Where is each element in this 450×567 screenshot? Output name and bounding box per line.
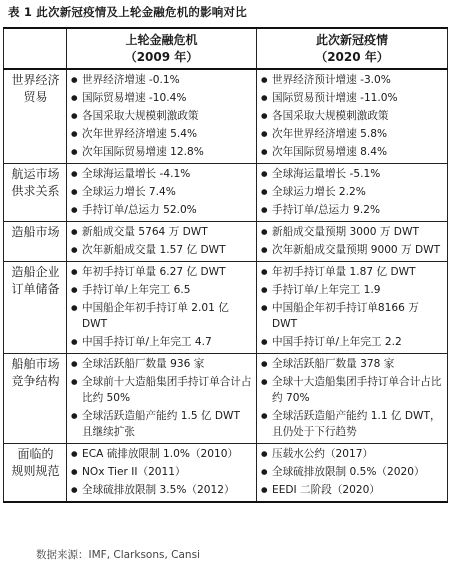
- list-item: ● 各国采取大规模刺激政策: [261, 108, 444, 124]
- list-item: ● 次年世界经济增速 5.4%: [71, 126, 253, 142]
- row-category: [4, 222, 67, 262]
- row-category: [4, 69, 67, 164]
- category-line: 船舶市场: [11, 357, 60, 371]
- list-item: ● 中国船企年初手持订单 2.01 亿 DWT: [71, 300, 253, 332]
- bullet-list: [261, 446, 444, 498]
- row-category: [4, 444, 67, 503]
- header-covid-year: （2020 年）: [315, 50, 389, 64]
- list-item: ● 手持订单/总运力 52.0%: [71, 202, 253, 218]
- category-line: 竞争结构: [11, 374, 60, 388]
- financial-crisis-cell: [67, 444, 257, 503]
- table-title: 表 1 此次新冠疫情及上轮金融危机的影响对比: [8, 5, 247, 19]
- covid-cell: [257, 262, 448, 354]
- list-item: ● 新船成交量 5764 万 DWT: [71, 224, 253, 240]
- list-item: ● 中国手持订单/上年完工 2.2: [261, 334, 444, 350]
- header-financial-crisis: [67, 28, 257, 69]
- table-row: [4, 444, 448, 503]
- list-item: ● EEDI 二阶段（2020）: [261, 482, 444, 498]
- list-item: ● 国际贸易增速 -10.4%: [71, 90, 253, 106]
- data-source: 数据来源：IMF, Clarksons, Cansi: [36, 549, 200, 561]
- list-item: ● 次年国际贸易增速 12.8%: [71, 144, 253, 160]
- list-item: ● 新船成交量预期 3000 万 DWT: [261, 224, 444, 240]
- category-line: 世界经济: [11, 73, 60, 87]
- list-item: ● 年初手持订单量 6.27 亿 DWT: [71, 264, 253, 280]
- header-financial-crisis-year: （2009 年）: [124, 50, 199, 64]
- table-row: [4, 262, 448, 354]
- list-item: ● 中国手持订单/上年完工 4.7: [71, 334, 253, 350]
- list-item: ● 手持订单/上年完工 6.5: [71, 282, 253, 298]
- list-item: ● 全球硫排放限制 0.5%（2020）: [261, 464, 444, 480]
- list-item: ● 手持订单/总运力 9.2%: [261, 202, 444, 218]
- bullet-list: [71, 166, 253, 218]
- covid-cell: [257, 354, 448, 444]
- table-row: [4, 164, 448, 222]
- list-item: ● 全球前十大造船集团手持订单合计占比约 50%: [71, 374, 253, 406]
- list-item: ● 年初手持订单量 1.87 亿 DWT: [261, 264, 444, 280]
- list-item: ● 全球活跃船厂数量 936 家: [71, 356, 253, 372]
- list-item: ● 手持订单/上年完工 1.9: [261, 282, 444, 298]
- row-category: [4, 262, 67, 354]
- list-item: ● 国际贸易预计增速 -11.0%: [261, 90, 444, 106]
- list-item: ● 次年国际贸易增速 8.4%: [261, 144, 444, 160]
- table-row: [4, 69, 448, 164]
- financial-crisis-cell: [67, 164, 257, 222]
- list-item: ● ECA 硫排放限制 1.0%（2010）: [71, 446, 253, 462]
- category-line: 面临的: [17, 447, 54, 461]
- financial-crisis-cell: [67, 222, 257, 262]
- bullet-list: [261, 72, 444, 160]
- financial-crisis-cell: [67, 354, 257, 444]
- category-line: 订单储备: [11, 282, 60, 296]
- list-item: ● NOx Tier II（2011）: [71, 464, 253, 480]
- header-covid: [257, 28, 448, 69]
- list-item: ● 全球海运量增长 -5.1%: [261, 166, 444, 182]
- bullet-list: [71, 264, 253, 350]
- bullet-list: [261, 166, 444, 218]
- header-financial-crisis-name: 上轮金融危机: [125, 33, 198, 47]
- category-line: 造船企业: [11, 265, 60, 279]
- bullet-list: [261, 224, 444, 258]
- header-covid-name: 此次新冠疫情: [315, 33, 388, 47]
- category-line: 规则规范: [11, 464, 60, 478]
- list-item: ● 世界经济增速 -0.1%: [71, 72, 253, 88]
- list-item: ● 全球活跃造船产能约 1.5 亿 DWT 且继续扩张: [71, 408, 253, 440]
- covid-cell: [257, 444, 448, 503]
- bullet-list: [71, 356, 253, 440]
- table-row: [4, 354, 448, 444]
- header-row: [4, 28, 448, 69]
- list-item: ● 全球活跃造船产能约 1.1 亿 DWT，且仍处于下行趋势: [261, 408, 444, 440]
- list-item: ● 全球运力增长 7.4%: [71, 184, 253, 200]
- list-item: ● 次年世界经济增速 5.8%: [261, 126, 444, 142]
- financial-crisis-cell: [67, 262, 257, 354]
- category-line: 航运市场: [11, 167, 60, 181]
- bullet-list: [261, 356, 444, 440]
- category-line: 贸易: [23, 90, 48, 104]
- list-item: ● 全球十大造船集团手持订单合计占比约 70%: [261, 374, 444, 406]
- bullet-list: [261, 264, 444, 350]
- bullet-list: [71, 446, 253, 498]
- header-corner: [4, 28, 67, 69]
- list-item: ● 压载水公约（2017）: [261, 446, 444, 462]
- bullet-list: [71, 72, 253, 160]
- table-row: [4, 222, 448, 262]
- list-item: ● 次年新船成交量 1.57 亿 DWT: [71, 242, 253, 258]
- financial-crisis-cell: [67, 69, 257, 164]
- covid-cell: [257, 164, 448, 222]
- covid-cell: [257, 69, 448, 164]
- list-item: ● 全球运力增长 2.2%: [261, 184, 444, 200]
- list-item: ● 次年新船成交量预期 9000 万 DWT: [261, 242, 444, 258]
- list-item: ● 全球硫排放限制 3.5%（2012）: [71, 482, 253, 498]
- category-line: 造船市场: [11, 225, 60, 239]
- comparison-table: [3, 27, 448, 503]
- row-category: [4, 354, 67, 444]
- list-item: ● 全球海运量增长 -4.1%: [71, 166, 253, 182]
- category-line: 供求关系: [11, 184, 60, 198]
- bullet-list: [71, 224, 253, 258]
- list-item: ● 全球活跃船厂数量 378 家: [261, 356, 444, 372]
- list-item: ● 世界经济预计增速 -3.0%: [261, 72, 444, 88]
- covid-cell: [257, 222, 448, 262]
- row-category: [4, 164, 67, 222]
- list-item: ● 中国船企年初手持订单8166 万 DWT: [261, 300, 444, 332]
- list-item: ● 各国采取大规模刺激政策: [71, 108, 253, 124]
